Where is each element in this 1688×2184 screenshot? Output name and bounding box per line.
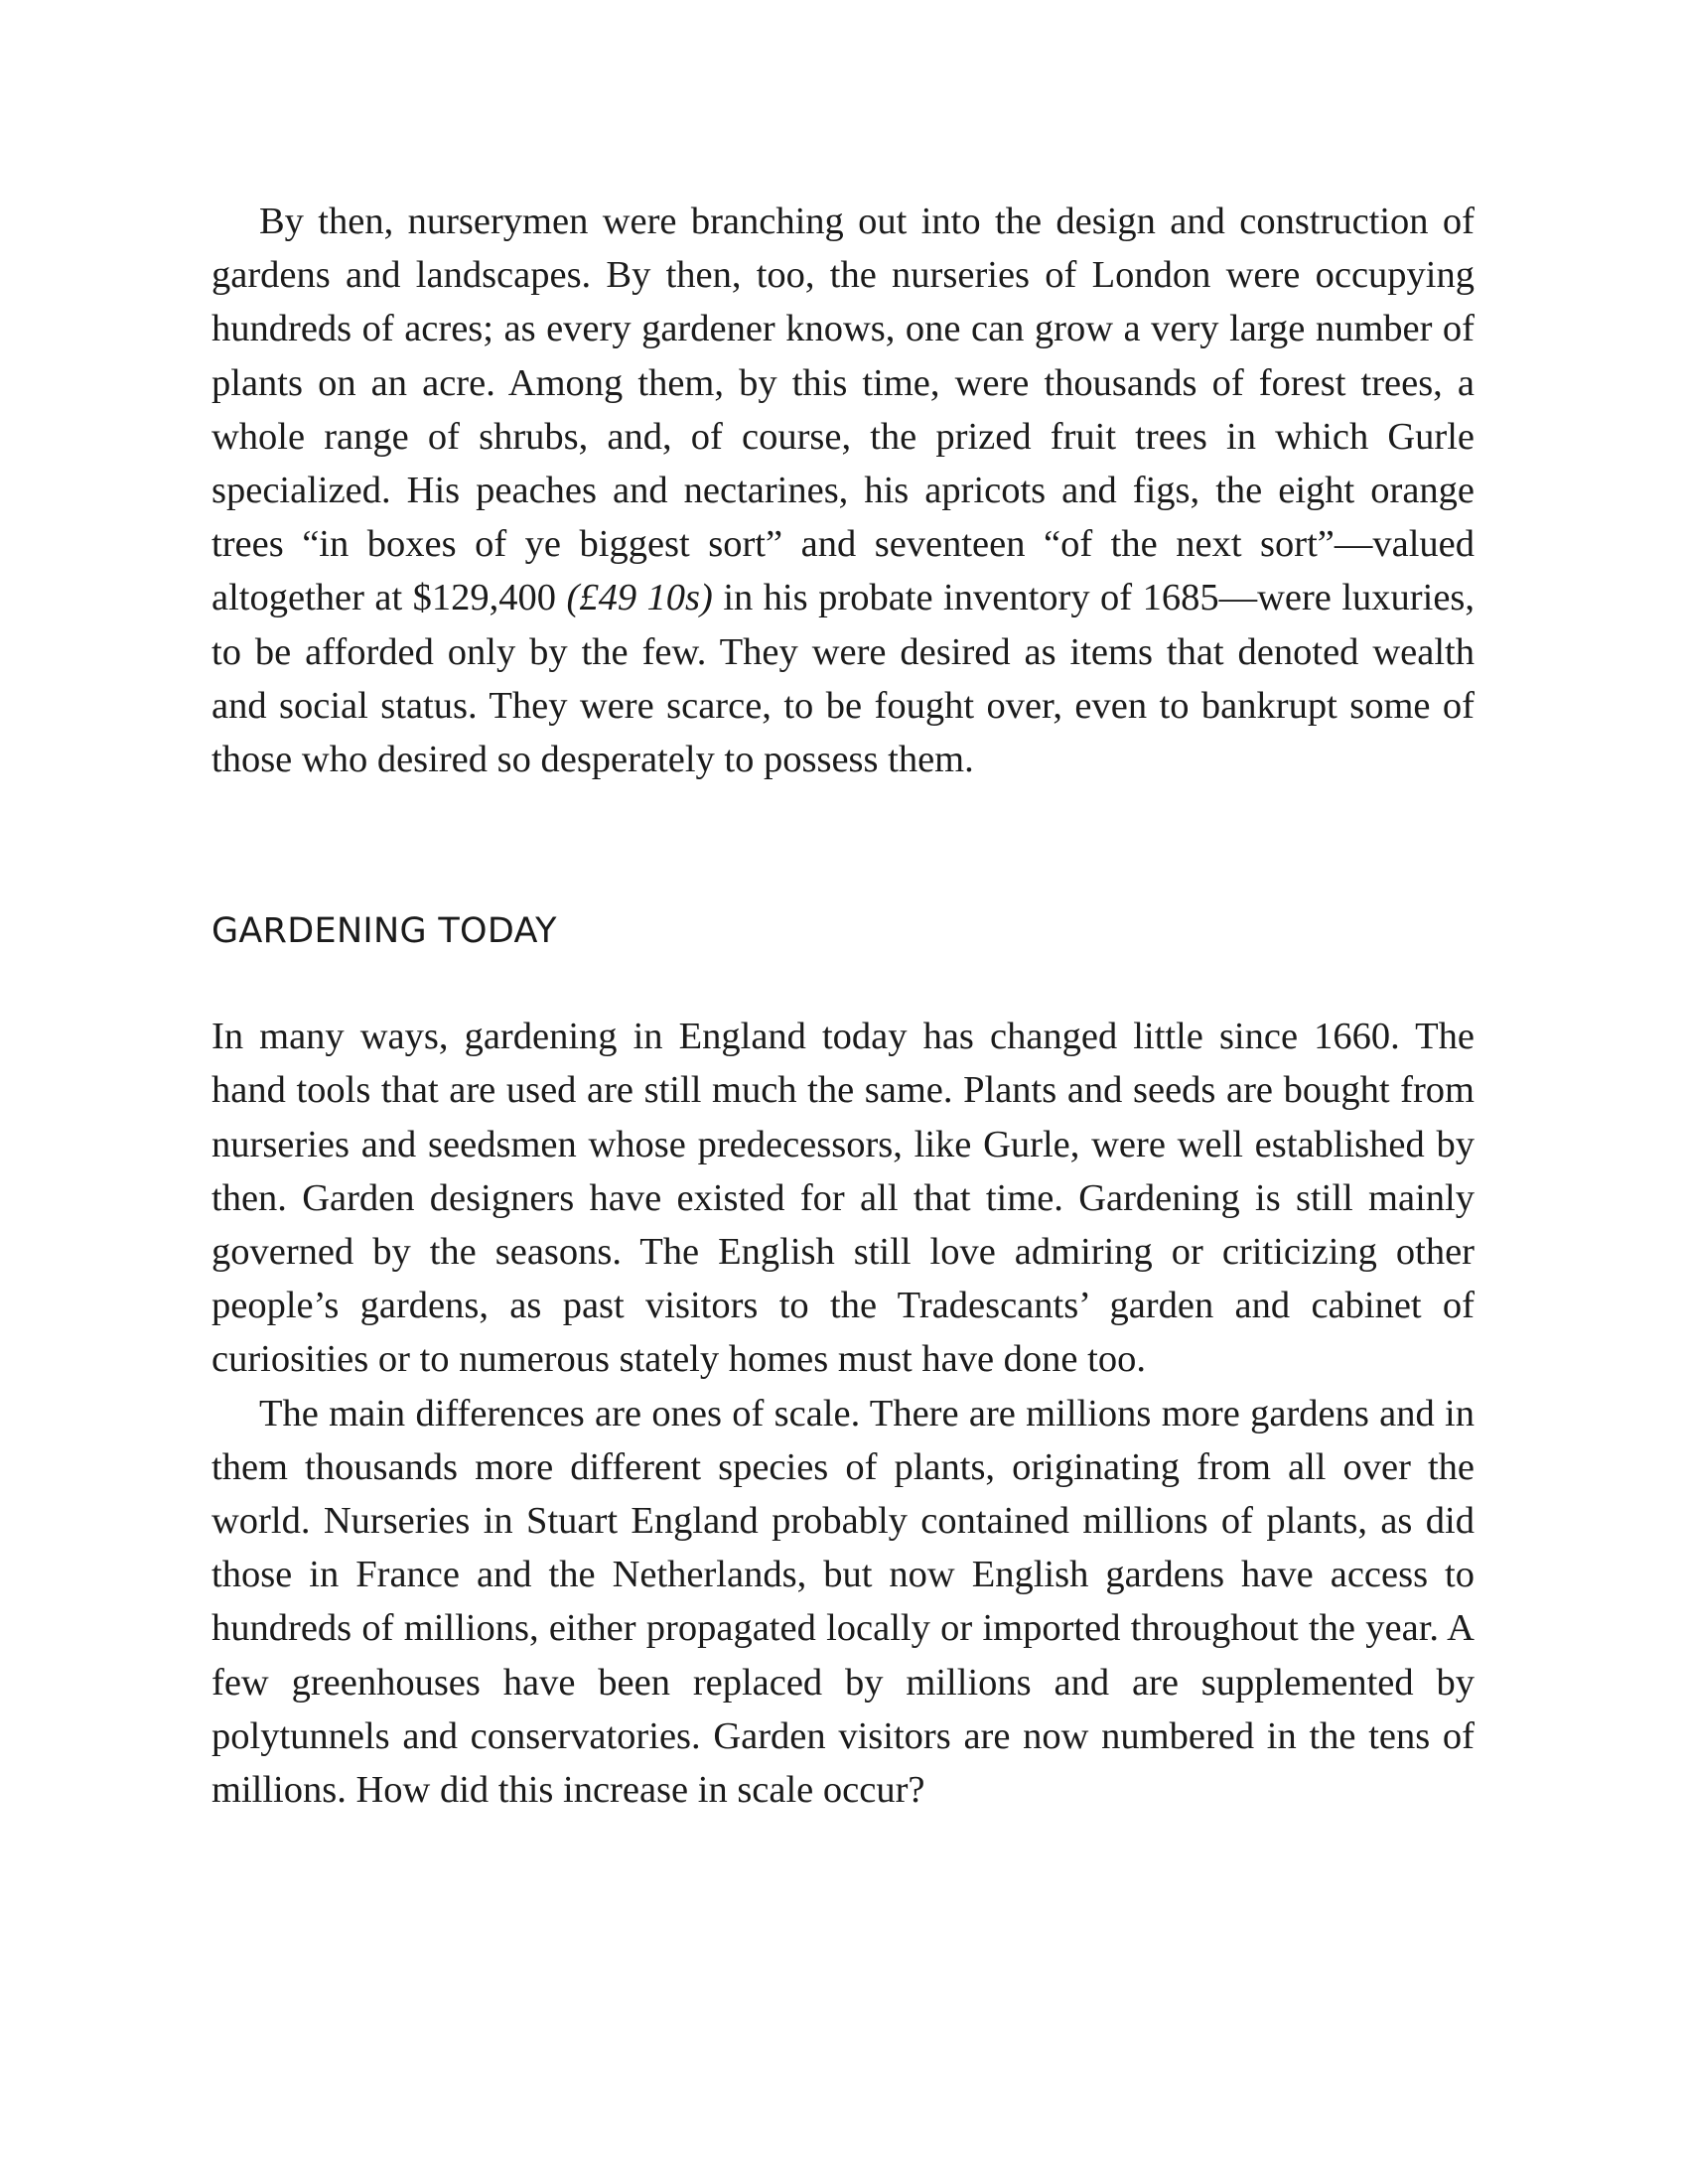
paragraph-nurserymen-text-a: By then, nurserymen were branching out into the design and construction of gardens and landscapes. By then, too, the nurseries of London were occupying hundreds of acres; as every gardener knows, one can grow a very large number of plants on an acre. Among them, by this time, were thousands of forest trees, a whole range of shrubs, and, of course, the prized fruit trees in which Gurle specialized. His peaches and nectarines, his apricots and figs, the eight orange trees “in boxes of ye biggest sort” and seventeen “of the next sort”—valued altogether at $129,400 xyxy=(211,201,1475,619)
section-heading: GARDENING TODAY xyxy=(211,911,557,952)
paragraph-nurserymen-text-b: in his probate inventory of 1685—were luxuries, to be afforded only by the few. They were desired as items that denoted wealth and social status. They were scarce, to be fought over, even to bankrupt some of those who desired so desperately to possess them. xyxy=(211,577,1476,781)
paragraph-nurserymen xyxy=(211,195,1475,786)
paragraph-main-differences: The main differences are ones of scale. There are millions more gardens and in them thousands more different species of plants, originating from all over the world. Nurseries in Stuart England probably contained millions of plants, as did those in France and the Netherlands, but now English gardens have access to hundreds of millions, either propagated locally or imported throughout the year. A few greenhouses have been replaced by millions and are supplemented by polytunnels and conservatories. Garden visitors are now numbered in the tens of millions. How did this increase in scale occur? xyxy=(211,1392,1475,1812)
page-body xyxy=(211,195,1475,1817)
paragraph-nurserymen-currency-italic: (£49 10s) xyxy=(566,577,713,619)
paragraph-gardening-today: In many ways, gardening in England today has changed little since 1660. The hand tools that are used are still much the same. Plants and seeds are bought from nurseries and seedsmen whose predecessors, like Gurle, were well established by then. Garden designers have existed for all that time. Gardening is still mainly governed by the seasons. The English still love admiring or criticizing other people’s gardens, as past visitors to the Tradescants’ garden and cabinet of curiosities or to numerous stately homes must have done too. xyxy=(211,1016,1475,1381)
